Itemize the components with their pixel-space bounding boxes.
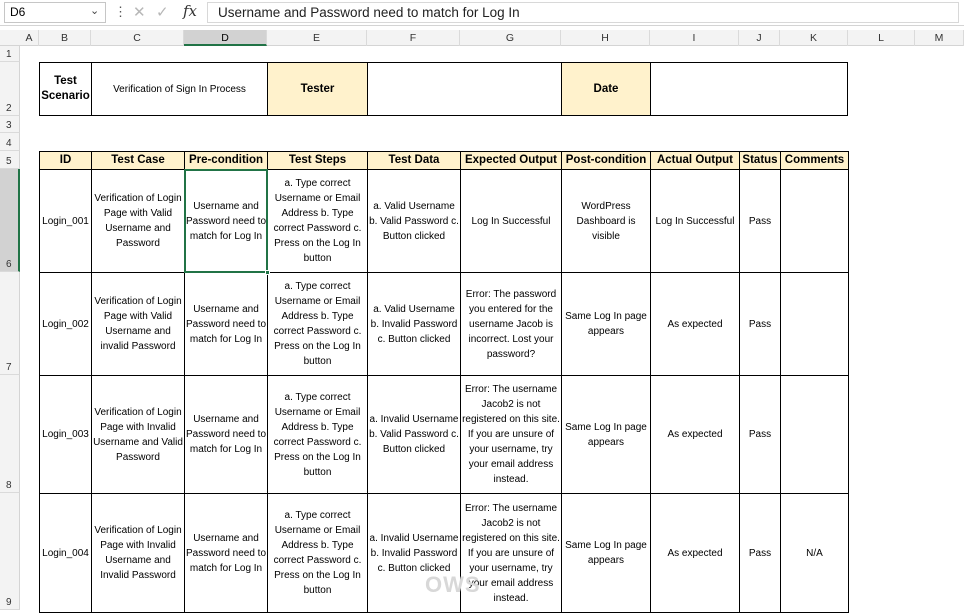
header-pre-condition[interactable]: Pre-condition xyxy=(184,151,268,170)
cell-test-data[interactable]: a. Invalid Username b. Valid Password c. Button clicked xyxy=(367,375,461,494)
cell-comments[interactable] xyxy=(780,272,849,376)
cell-test-data[interactable]: a. Invalid Username b. Invalid Password c. Button clicked xyxy=(367,493,461,613)
cell-test-steps[interactable]: a. Type correct Username or Email Address b. Type correct Password c. Press on the Log In button xyxy=(267,169,368,273)
row-header-6[interactable] xyxy=(0,169,20,272)
formula-bar xyxy=(0,0,964,26)
cell-test-case[interactable]: Verification of Login Page with Valid Username and invalid Password xyxy=(91,272,185,376)
cell-id[interactable]: Login_002 xyxy=(39,272,92,376)
insert-function-icon[interactable]: fx xyxy=(183,2,198,20)
header-post-condition[interactable]: Post-condition xyxy=(561,151,651,170)
cell-status[interactable]: Pass xyxy=(739,375,781,494)
header-test-steps[interactable]: Test Steps xyxy=(267,151,368,170)
cell-id[interactable]: Login_001 xyxy=(39,169,92,273)
cell-id[interactable]: Login_003 xyxy=(39,375,92,494)
cell-tester-value[interactable] xyxy=(367,62,562,116)
cell-expected-output[interactable]: Log In Successful xyxy=(460,169,562,273)
cancel-icon[interactable]: ✕ xyxy=(133,4,146,21)
row-header-5[interactable] xyxy=(0,151,20,169)
cell-status[interactable]: Pass xyxy=(739,493,781,613)
cell-test-steps[interactable]: a. Type correct Username or Email Address b. Type correct Password c. Press on the Log In button xyxy=(267,272,368,376)
column-header-l[interactable]: L xyxy=(848,30,915,46)
row-header-8[interactable] xyxy=(0,375,20,493)
formula-input[interactable]: Username and Password need to match for Log In xyxy=(207,2,959,23)
cell-test-steps[interactable]: a. Type correct Username or Email Address b. Type correct Password c. Press on the Log In button xyxy=(267,375,368,494)
row-number: 4 xyxy=(6,138,12,149)
header-actual-output[interactable]: Actual Output xyxy=(650,151,740,170)
cell-status[interactable]: Pass xyxy=(739,169,781,273)
row-header-4[interactable] xyxy=(0,133,20,151)
cell-expected-output[interactable]: Error: The username Jacob2 is not registered on this site. If you are unsure of your username, try your email address instead. xyxy=(460,493,562,613)
cell-expected-output[interactable]: Error: The password you entered for the username Jacob is incorrect. Lost your password? xyxy=(460,272,562,376)
column-header-f[interactable]: F xyxy=(367,30,460,46)
cell-post-condition[interactable]: Same Log In page appears xyxy=(561,493,651,613)
cell-comments[interactable] xyxy=(780,375,849,494)
cell-tester-label[interactable]: Tester xyxy=(267,62,368,116)
chevron-down-icon[interactable]: ⌄ xyxy=(90,5,100,17)
header-test-data[interactable]: Test Data xyxy=(367,151,461,170)
column-header-h[interactable]: H xyxy=(561,30,650,46)
row-header-7[interactable] xyxy=(0,272,20,375)
cell-actual-output[interactable]: As expected xyxy=(650,493,740,613)
cell-status[interactable]: Pass xyxy=(739,272,781,376)
column-header-a[interactable]: A xyxy=(20,30,39,46)
cell-test-data[interactable]: a. Valid Username b. Valid Password c. Button clicked xyxy=(367,169,461,273)
name-box[interactable]: D6 xyxy=(4,2,106,23)
header-status[interactable]: Status xyxy=(739,151,781,170)
cell-test-case[interactable]: Verification of Login Page with Invalid Username and Valid Password xyxy=(91,375,185,494)
header-expected-output[interactable]: Expected Output xyxy=(460,151,562,170)
column-header-d[interactable]: D xyxy=(184,30,267,46)
cell-id[interactable]: Login_004 xyxy=(39,493,92,613)
cell-test-data[interactable]: a. Valid Username b. Invalid Password c. Button clicked xyxy=(367,272,461,376)
enter-icon[interactable]: ✓ xyxy=(156,4,169,21)
cell-expected-output[interactable]: Error: The username Jacob2 is not registered on this site. If you are unsure of your username, try your email address instead. xyxy=(460,375,562,494)
cell-actual-output[interactable]: As expected xyxy=(650,272,740,376)
row-number: 2 xyxy=(6,103,12,114)
header-test-case[interactable]: Test Case xyxy=(91,151,185,170)
cell-pre-condition[interactable]: Username and Password need to match for Log In xyxy=(184,272,268,376)
cell-actual-output[interactable]: Log In Successful xyxy=(650,169,740,273)
header-comments[interactable]: Comments xyxy=(780,151,849,170)
column-headers xyxy=(0,30,964,46)
cell-scenario-value[interactable]: Verification of Sign In Process xyxy=(91,62,268,116)
row-number: 7 xyxy=(6,362,12,373)
row-number: 9 xyxy=(6,597,12,608)
cell-test-case[interactable]: Verification of Login Page with Valid Username and Password xyxy=(91,169,185,273)
row-header-1[interactable] xyxy=(0,46,20,62)
fill-handle[interactable] xyxy=(265,270,270,275)
cell-post-condition[interactable]: Same Log In page appears xyxy=(561,375,651,494)
row-number: 3 xyxy=(6,120,12,131)
column-header-j[interactable]: J xyxy=(739,30,780,46)
row-number: 6 xyxy=(6,259,12,270)
column-header-e[interactable]: E xyxy=(267,30,367,46)
header-id[interactable]: ID xyxy=(39,151,92,170)
row-number: 8 xyxy=(6,480,12,491)
cell-date-value[interactable] xyxy=(650,62,848,116)
cell-post-condition[interactable]: WordPress Dashboard is visible xyxy=(561,169,651,273)
row-number: 1 xyxy=(6,49,12,60)
column-header-g[interactable]: G xyxy=(460,30,561,46)
cell-test-scenario-label[interactable]: Test Scenario xyxy=(39,62,92,116)
row-header-2[interactable] xyxy=(0,62,20,116)
watermark: OWS xyxy=(425,572,481,597)
cell-date-label[interactable]: Date xyxy=(561,62,651,116)
column-header-b[interactable]: B xyxy=(39,30,91,46)
cell-pre-condition[interactable]: Username and Password need to match for Log In xyxy=(184,493,268,613)
row-header-9[interactable] xyxy=(0,493,20,610)
cell-actual-output[interactable]: As expected xyxy=(650,375,740,494)
cell-pre-condition[interactable]: Username and Password need to match for Log In xyxy=(184,169,268,273)
cell-test-steps[interactable]: a. Type correct Username or Email Address b. Type correct Password c. Press on the Log In button xyxy=(267,493,368,613)
cell-pre-condition[interactable]: Username and Password need to match for Log In xyxy=(184,375,268,494)
cell-post-condition[interactable]: Same Log In page appears xyxy=(561,272,651,376)
more-options-icon[interactable]: ⋮ xyxy=(114,4,127,19)
column-header-c[interactable]: C xyxy=(91,30,184,46)
row-number: 5 xyxy=(6,156,12,167)
cell-comments[interactable]: N/A xyxy=(780,493,849,613)
cell-test-case[interactable]: Verification of Login Page with Invalid Username and Invalid Password xyxy=(91,493,185,613)
column-header-m[interactable]: M xyxy=(915,30,964,46)
row-header-3[interactable] xyxy=(0,116,20,133)
column-header-i[interactable]: I xyxy=(650,30,739,46)
column-header-k[interactable]: K xyxy=(780,30,848,46)
cell-comments[interactable] xyxy=(780,169,849,273)
